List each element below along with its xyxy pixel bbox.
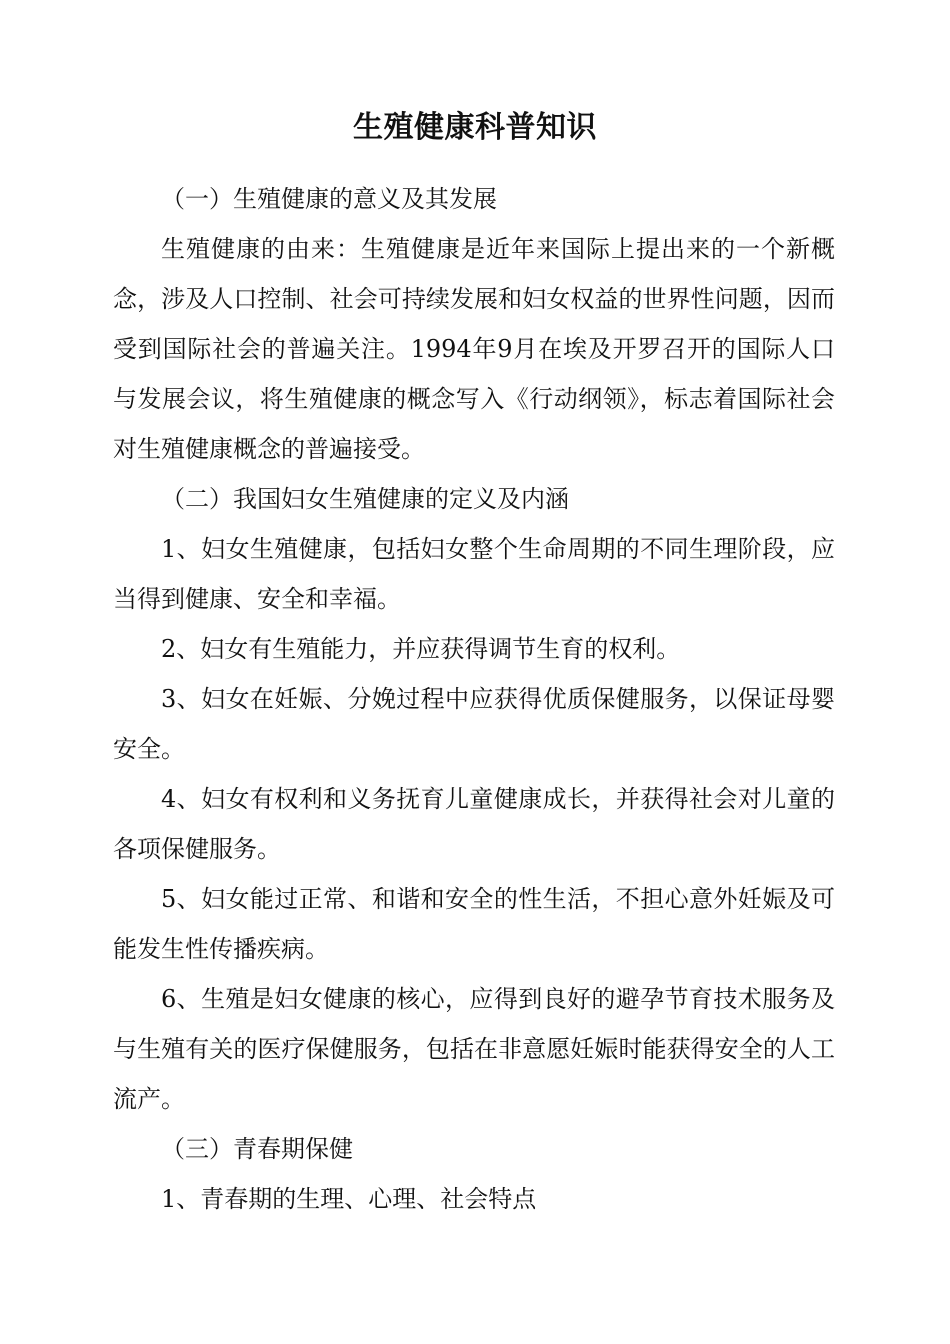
list-item-6: 6、生殖是妇女健康的核心，应得到良好的避孕节育技术服务及与生殖有关的医疗保健服务，包括在非意愿妊娠时能获得安全的人工流产。 xyxy=(113,985,835,1113)
document-body xyxy=(113,174,835,1224)
page-title: 生殖健康科普知识 xyxy=(353,110,597,145)
list-item-7: 1、青春期的生理、心理、社会特点 xyxy=(161,1185,537,1213)
list-item-1: 1、妇女生殖健康，包括妇女整个生命周期的不同生理阶段，应当得到健康、安全和幸福。 xyxy=(113,535,835,613)
section-heading-2: （二）我国妇女生殖健康的定义及内涵 xyxy=(161,485,569,513)
list-item-3: 3、妇女在妊娠、分娩过程中应获得优质保健服务，以保证母婴安全。 xyxy=(113,685,835,763)
list-item-4: 4、妇女有权利和义务抚育儿童健康成长，并获得社会对儿童的各项保健服务。 xyxy=(113,785,835,863)
list-item-5: 5、妇女能过正常、和谐和安全的性生活，不担心意外妊娠及可能发生性传播疾病。 xyxy=(113,885,835,963)
section-heading-1: （一）生殖健康的意义及其发展 xyxy=(161,185,497,213)
paragraph-origin: 生殖健康的由来：生殖健康是近年来国际上提出来的一个新概念，涉及人口控制、社会可持续发展和妇女权益的世界性问题，因而受到国际社会的普遍关注。1994年9月在埃及开罗召开的国际人口与发展会议，将生殖健康的概念写入《行动纲领》，标志着国际社会对生殖健康概念的普遍接受。 xyxy=(113,235,835,463)
list-item-2: 2、妇女有生殖能力，并应获得调节生育的权利。 xyxy=(161,635,681,663)
section-heading-3: （三）青春期保健 xyxy=(161,1135,353,1163)
